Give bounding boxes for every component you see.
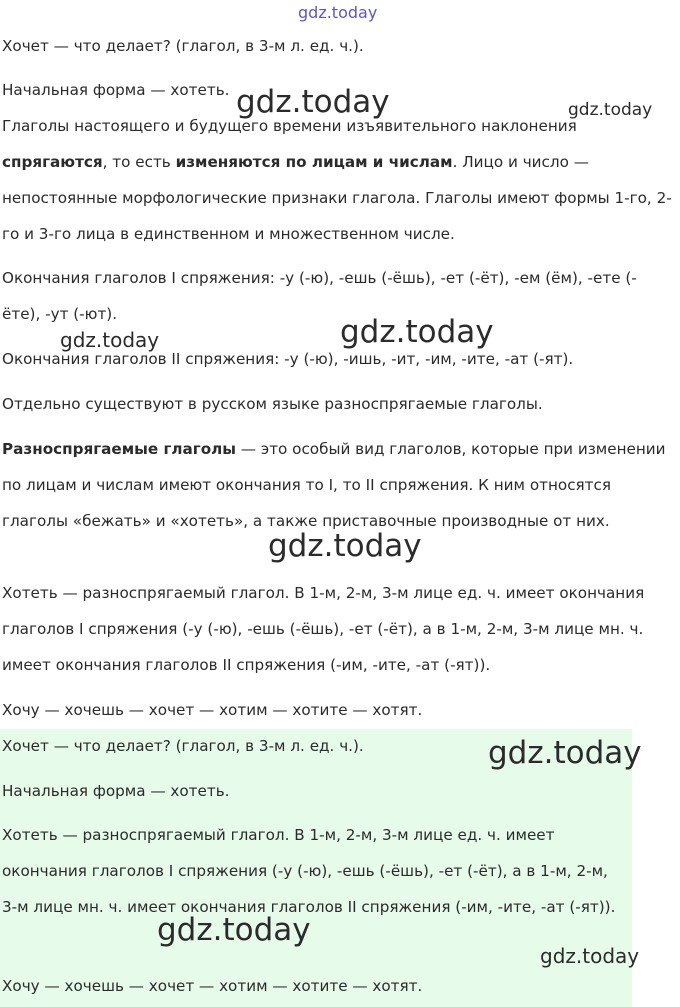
- answer-part-of-speech: Хочет — что делает? (глагол, в 3-м л. ед. ч.).: [2, 737, 364, 755]
- watermark-top: gdz.today: [298, 3, 378, 22]
- answer-initial-form: Начальная форма — хотеть.: [2, 782, 230, 800]
- answer-conjugation-forms: Хочу — хочешь — хочет — хотим — хотите — хотят.: [2, 977, 423, 995]
- watermark: gdz.today: [236, 84, 390, 120]
- bold-term-conjugate: спрягаются: [2, 153, 103, 171]
- paragraph-mixed-verbs-note: Отдельно существуют в русском языке разноспрягаемые глаголы.: [2, 395, 543, 413]
- text-segment: . Лицо и число — непостоянные морфологические признаки глагола. Глаголы имеют формы 1-го, 2-го и 3-го лица в единственном и множественном числе.: [2, 153, 672, 243]
- paragraph-conjugation-forms: Хочу — хочешь — хочет — хотим — хотите — хотят.: [2, 701, 423, 719]
- paragraph-initial-form: Начальная форма — хотеть.: [2, 81, 230, 99]
- watermark: gdz.today: [540, 944, 640, 968]
- paragraph-part-of-speech: Хочет — что делает? (глагол, в 3-м л. ед. ч.).: [2, 37, 364, 55]
- answer-verb-analysis: Хотеть — разноспрягаемый глагол. В 1-м, 2-м, 3-м лице ед. ч. имеет окончания глаголов I спряжения (-у (-ю), -ешь (-ёшь), -ет (-ёт), а в 1-м, 2-м, 3-м лице мн. ч. имеет окончания глаголов II спряжения (-им, -ите, -ат (-ят)).: [2, 826, 616, 916]
- text-segment: Глаголы настоящего и будущего времени изъявительного наклонения: [2, 117, 577, 135]
- paragraph-verb-analysis: Хотеть — разноспрягаемый глагол. В 1-м, 2-м, 3-м лице ед. ч. имеет окончания глаголов I спряжения (-у (-ю), -ешь (-ёшь), -ет (-ёт), а в 1-м, 2-м, 3-м лице мн. ч. имеет окончания глаголов II спряжения (-им, -ите, -ат (-ят)).: [2, 584, 645, 674]
- text-segment: , то есть: [102, 153, 176, 171]
- watermark: gdz.today: [157, 912, 311, 948]
- watermark: gdz.today: [568, 100, 653, 120]
- watermark: gdz.today: [488, 735, 642, 771]
- paragraph-endings-second: Окончания глаголов II спряжения: -у (-ю), -ишь, -ит, -им, -ите, -ат (-ят).: [2, 350, 574, 368]
- watermark: gdz.today: [268, 528, 422, 564]
- text-segment: — это особый вид глаголов, которые при изменении по лицам и числам имеют окончания то I, то II спряжения. К ним относятся глаголы «бежать» и «хотеть», а также приставочные производные от них.: [2, 440, 666, 530]
- bold-term-change: изменяются по лицам и числам: [175, 153, 453, 171]
- bold-term-mixed-verbs: Разноспрягаемые глаголы: [2, 440, 237, 458]
- watermark: gdz.today: [60, 328, 160, 352]
- watermark: gdz.today: [340, 314, 494, 350]
- paragraph-endings-first: Окончания глаголов I спряжения: -у (-ю), -ешь (-ёшь), -ет (-ёт), -ем (ём), -ете (-ёте), -ут (-ют).: [2, 269, 637, 323]
- paragraph-mixed-verbs-definition: [2, 431, 674, 539]
- paragraph-conjugation-intro: [2, 108, 674, 252]
